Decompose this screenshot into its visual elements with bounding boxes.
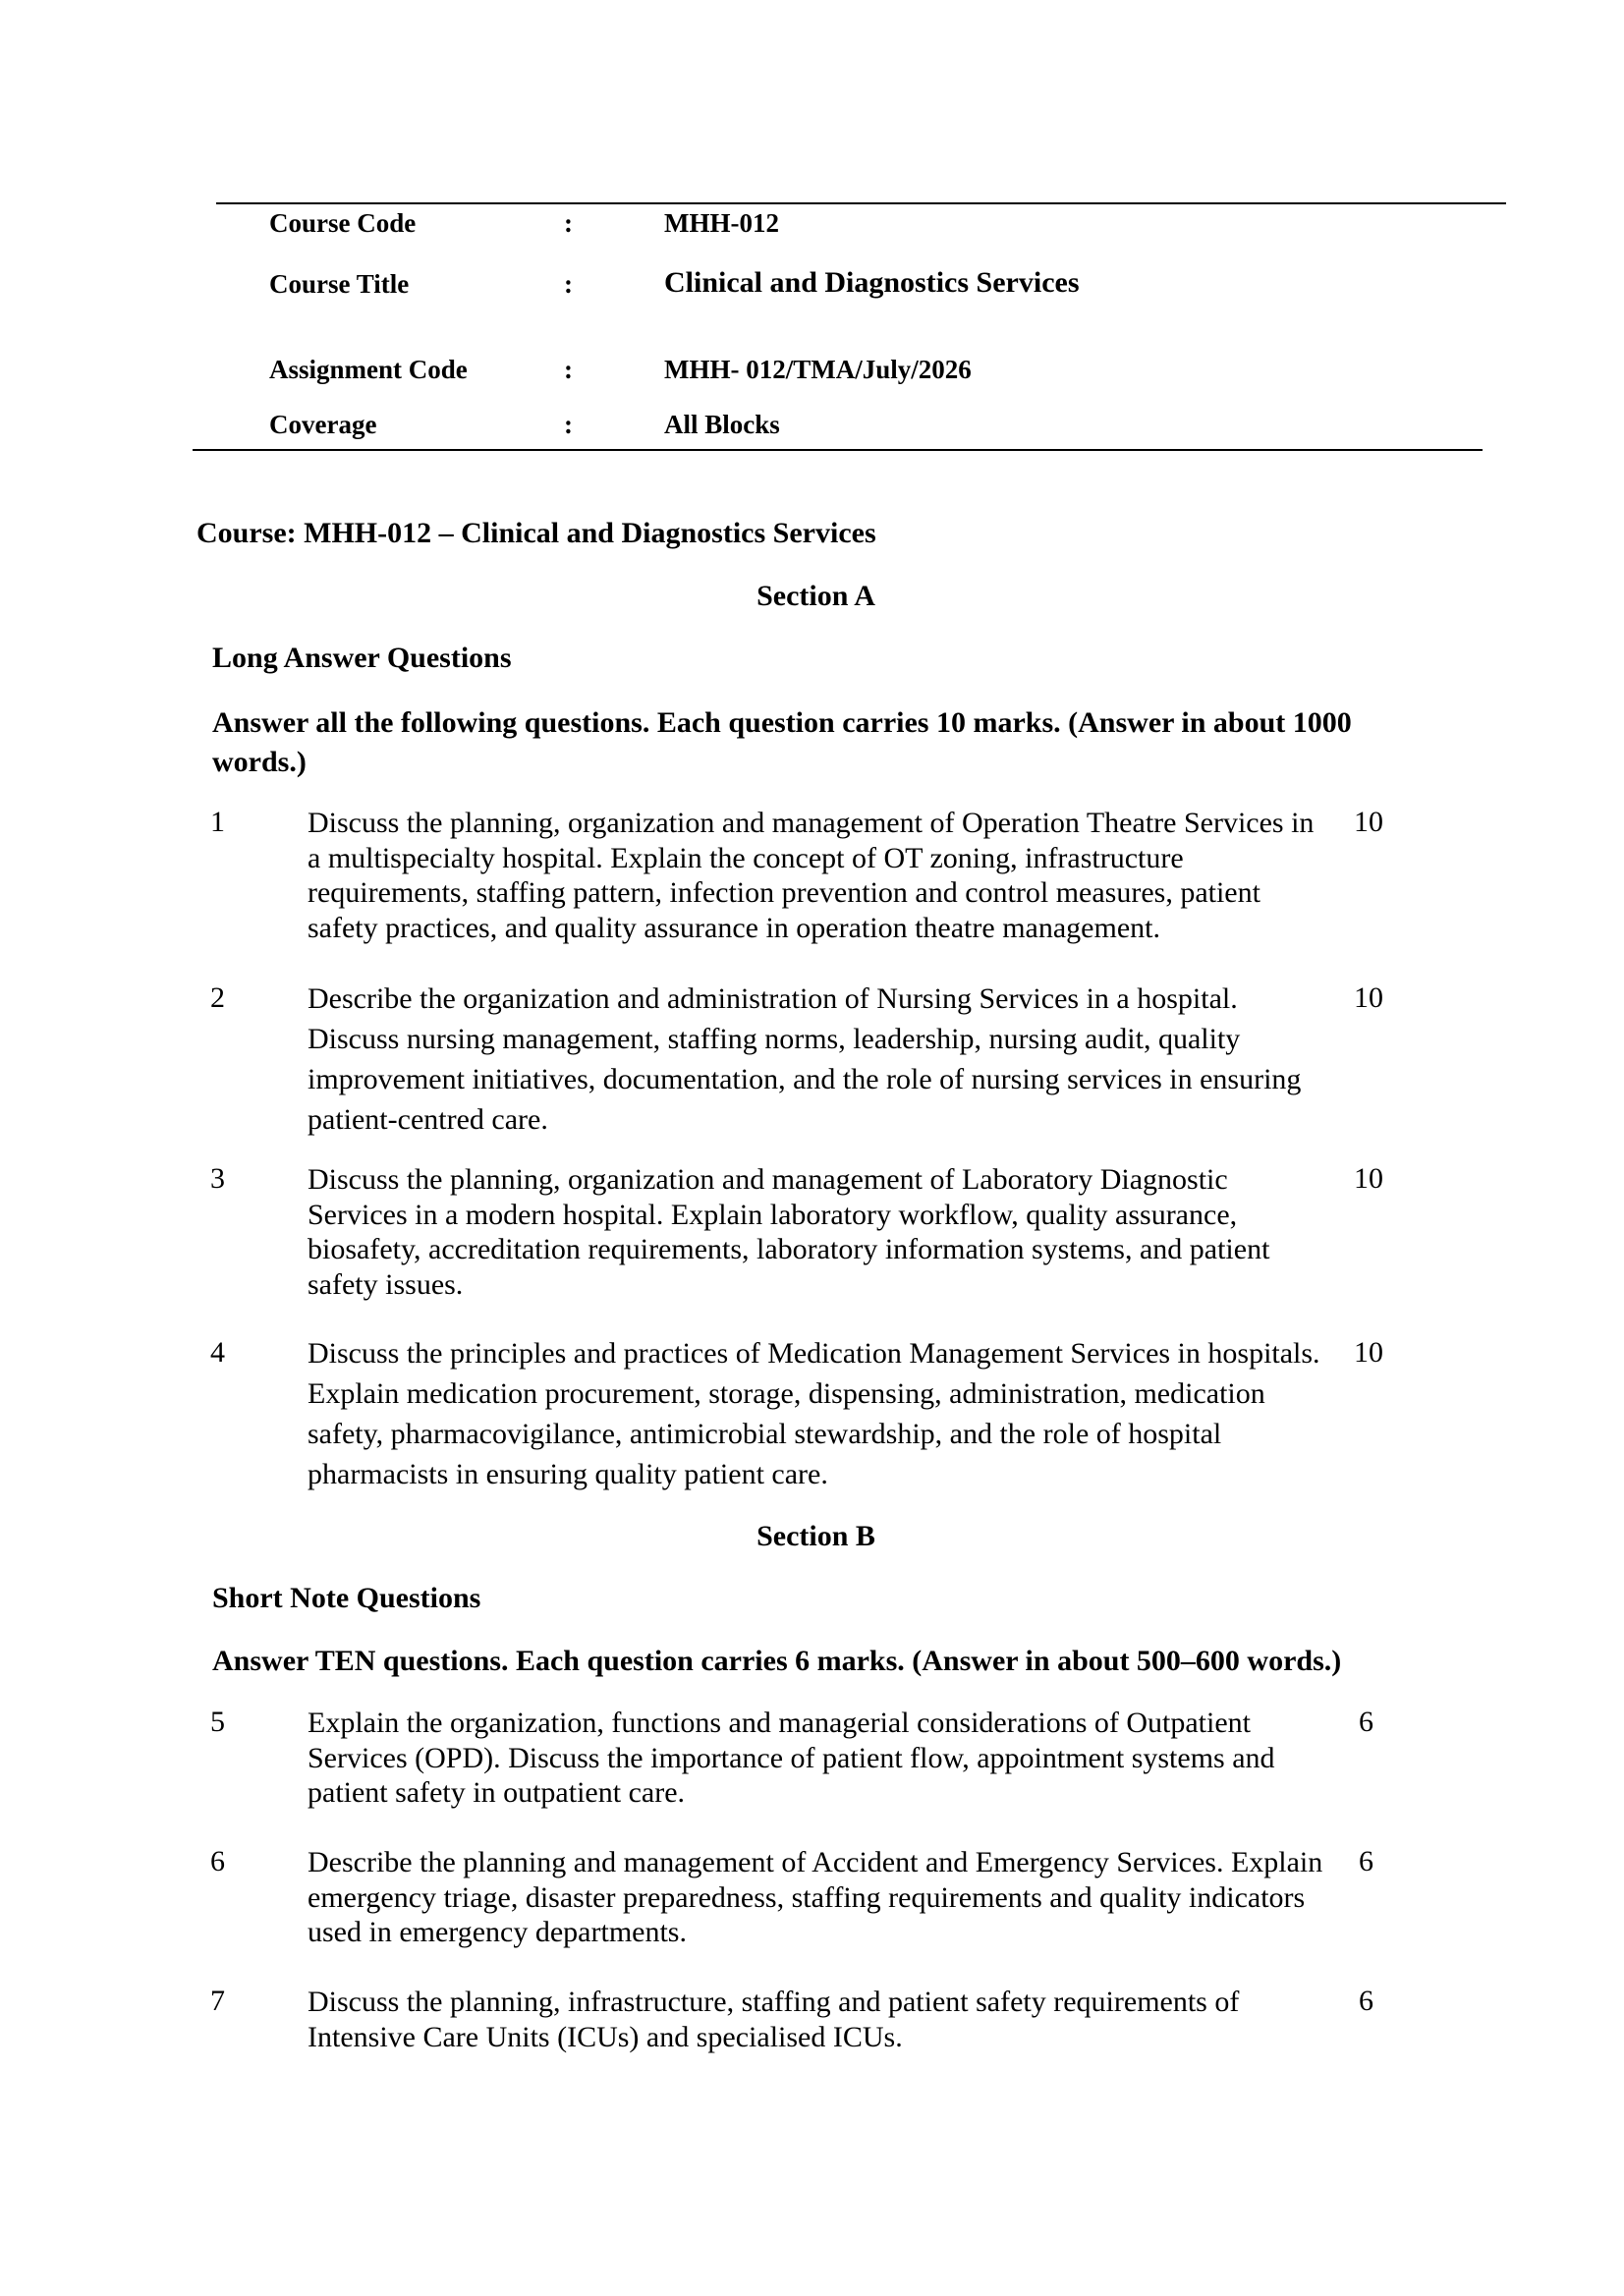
assignment-code-value: MHH- 012/TMA/July/2026 — [664, 355, 972, 384]
top-rule — [216, 202, 1506, 204]
question-text: Describe the planning and management of Accident and Emergency Services. Explain emergency triage, disaster preparedness, staffing requirements and quality indicators used in emergency departments. — [308, 1846, 1323, 1948]
coverage-label: Coverage — [269, 410, 377, 439]
section-b-instruction: Answer TEN questions. Each question carries 6 marks. (Answer in about 500–600 words.) — [212, 1645, 1342, 1677]
question-number: 5 — [210, 1706, 225, 1738]
question-marks: 6 — [1359, 1706, 1373, 1738]
coverage-value: All Blocks — [664, 410, 780, 439]
coverage-sep: : — [564, 410, 573, 439]
course-title-label: Course Title — [269, 269, 410, 299]
section-a-subtitle: Long Answer Questions — [212, 642, 512, 674]
question-number: 1 — [210, 806, 225, 838]
course-code-label: Course Code — [269, 208, 417, 238]
question-number: 6 — [210, 1845, 225, 1877]
question-marks: 10 — [1354, 981, 1383, 1014]
section-b-subtitle: Short Note Questions — [212, 1582, 481, 1614]
bottom-rule — [193, 449, 1483, 451]
question-text: Discuss the planning, infrastructure, staffing and patient safety requirements of Intensive Care Units (ICUs) and specialised ICUs. — [308, 1986, 1240, 2053]
course-heading: Course: MHH-012 – Clinical and Diagnostics Services — [196, 517, 876, 549]
course-title-value: Clinical and Diagnostics Services — [664, 266, 1080, 299]
question-number: 4 — [210, 1336, 225, 1369]
question-marks: 10 — [1354, 806, 1383, 838]
course-title-sep: : — [564, 269, 573, 299]
question-marks: 6 — [1359, 1845, 1373, 1877]
question-text: Discuss the planning, organization and management of Laboratory Diagnostic Services in a modern hospital. Explain laboratory workflow, quality assurance, biosafety, accreditation requirements, laboratory information systems, and patient safety issues. — [308, 1163, 1270, 1301]
question-number: 2 — [210, 981, 225, 1014]
section-a-instruction: Answer all the following questions. Each question carries 10 marks. (Answer in about 1000 words.) — [212, 706, 1352, 778]
question-number: 3 — [210, 1162, 225, 1195]
course-code-value: MHH-012 — [664, 208, 779, 238]
question-text: Discuss the planning, organization and management of Operation Theatre Services in a multispecialty hospital. Explain the concept of OT zoning, infrastructure requirements, staffing pattern, infection prevention and control measures, patient safety practices, and quality assurance in operation theatre management. — [308, 807, 1315, 944]
question-marks: 10 — [1354, 1162, 1383, 1195]
question-marks: 6 — [1359, 1985, 1373, 2017]
question-number: 7 — [210, 1985, 225, 2017]
section-a-title: Section A — [756, 580, 875, 612]
section-b-title: Section B — [756, 1520, 875, 1552]
question-marks: 10 — [1354, 1336, 1383, 1369]
question-text: Explain the organization, functions and managerial considerations of Outpatient Services (OPD). Discuss the importance of patient flow, appointment systems and patient safety in outpatient care. — [308, 1707, 1275, 1809]
question-text: Discuss the principles and practices of Medication Management Services in hospitals. Explain medication procurement, storage, dispensing, administration, medication safety, pharmacovigilance, antimicrobial stewardship, and the role of hospital pharmacists in ensuring quality patient care. — [308, 1337, 1320, 1490]
assignment-code-label: Assignment Code — [269, 355, 468, 384]
question-text: Describe the organization and administration of Nursing Services in a hospital. Discuss nursing management, staffing norms, leadership, nursing audit, quality improvement initiatives, documentation, and the role of nursing services in ensuring patient-centred care. — [308, 982, 1302, 1136]
assignment-code-sep: : — [564, 355, 573, 384]
course-code-sep: : — [564, 208, 573, 238]
